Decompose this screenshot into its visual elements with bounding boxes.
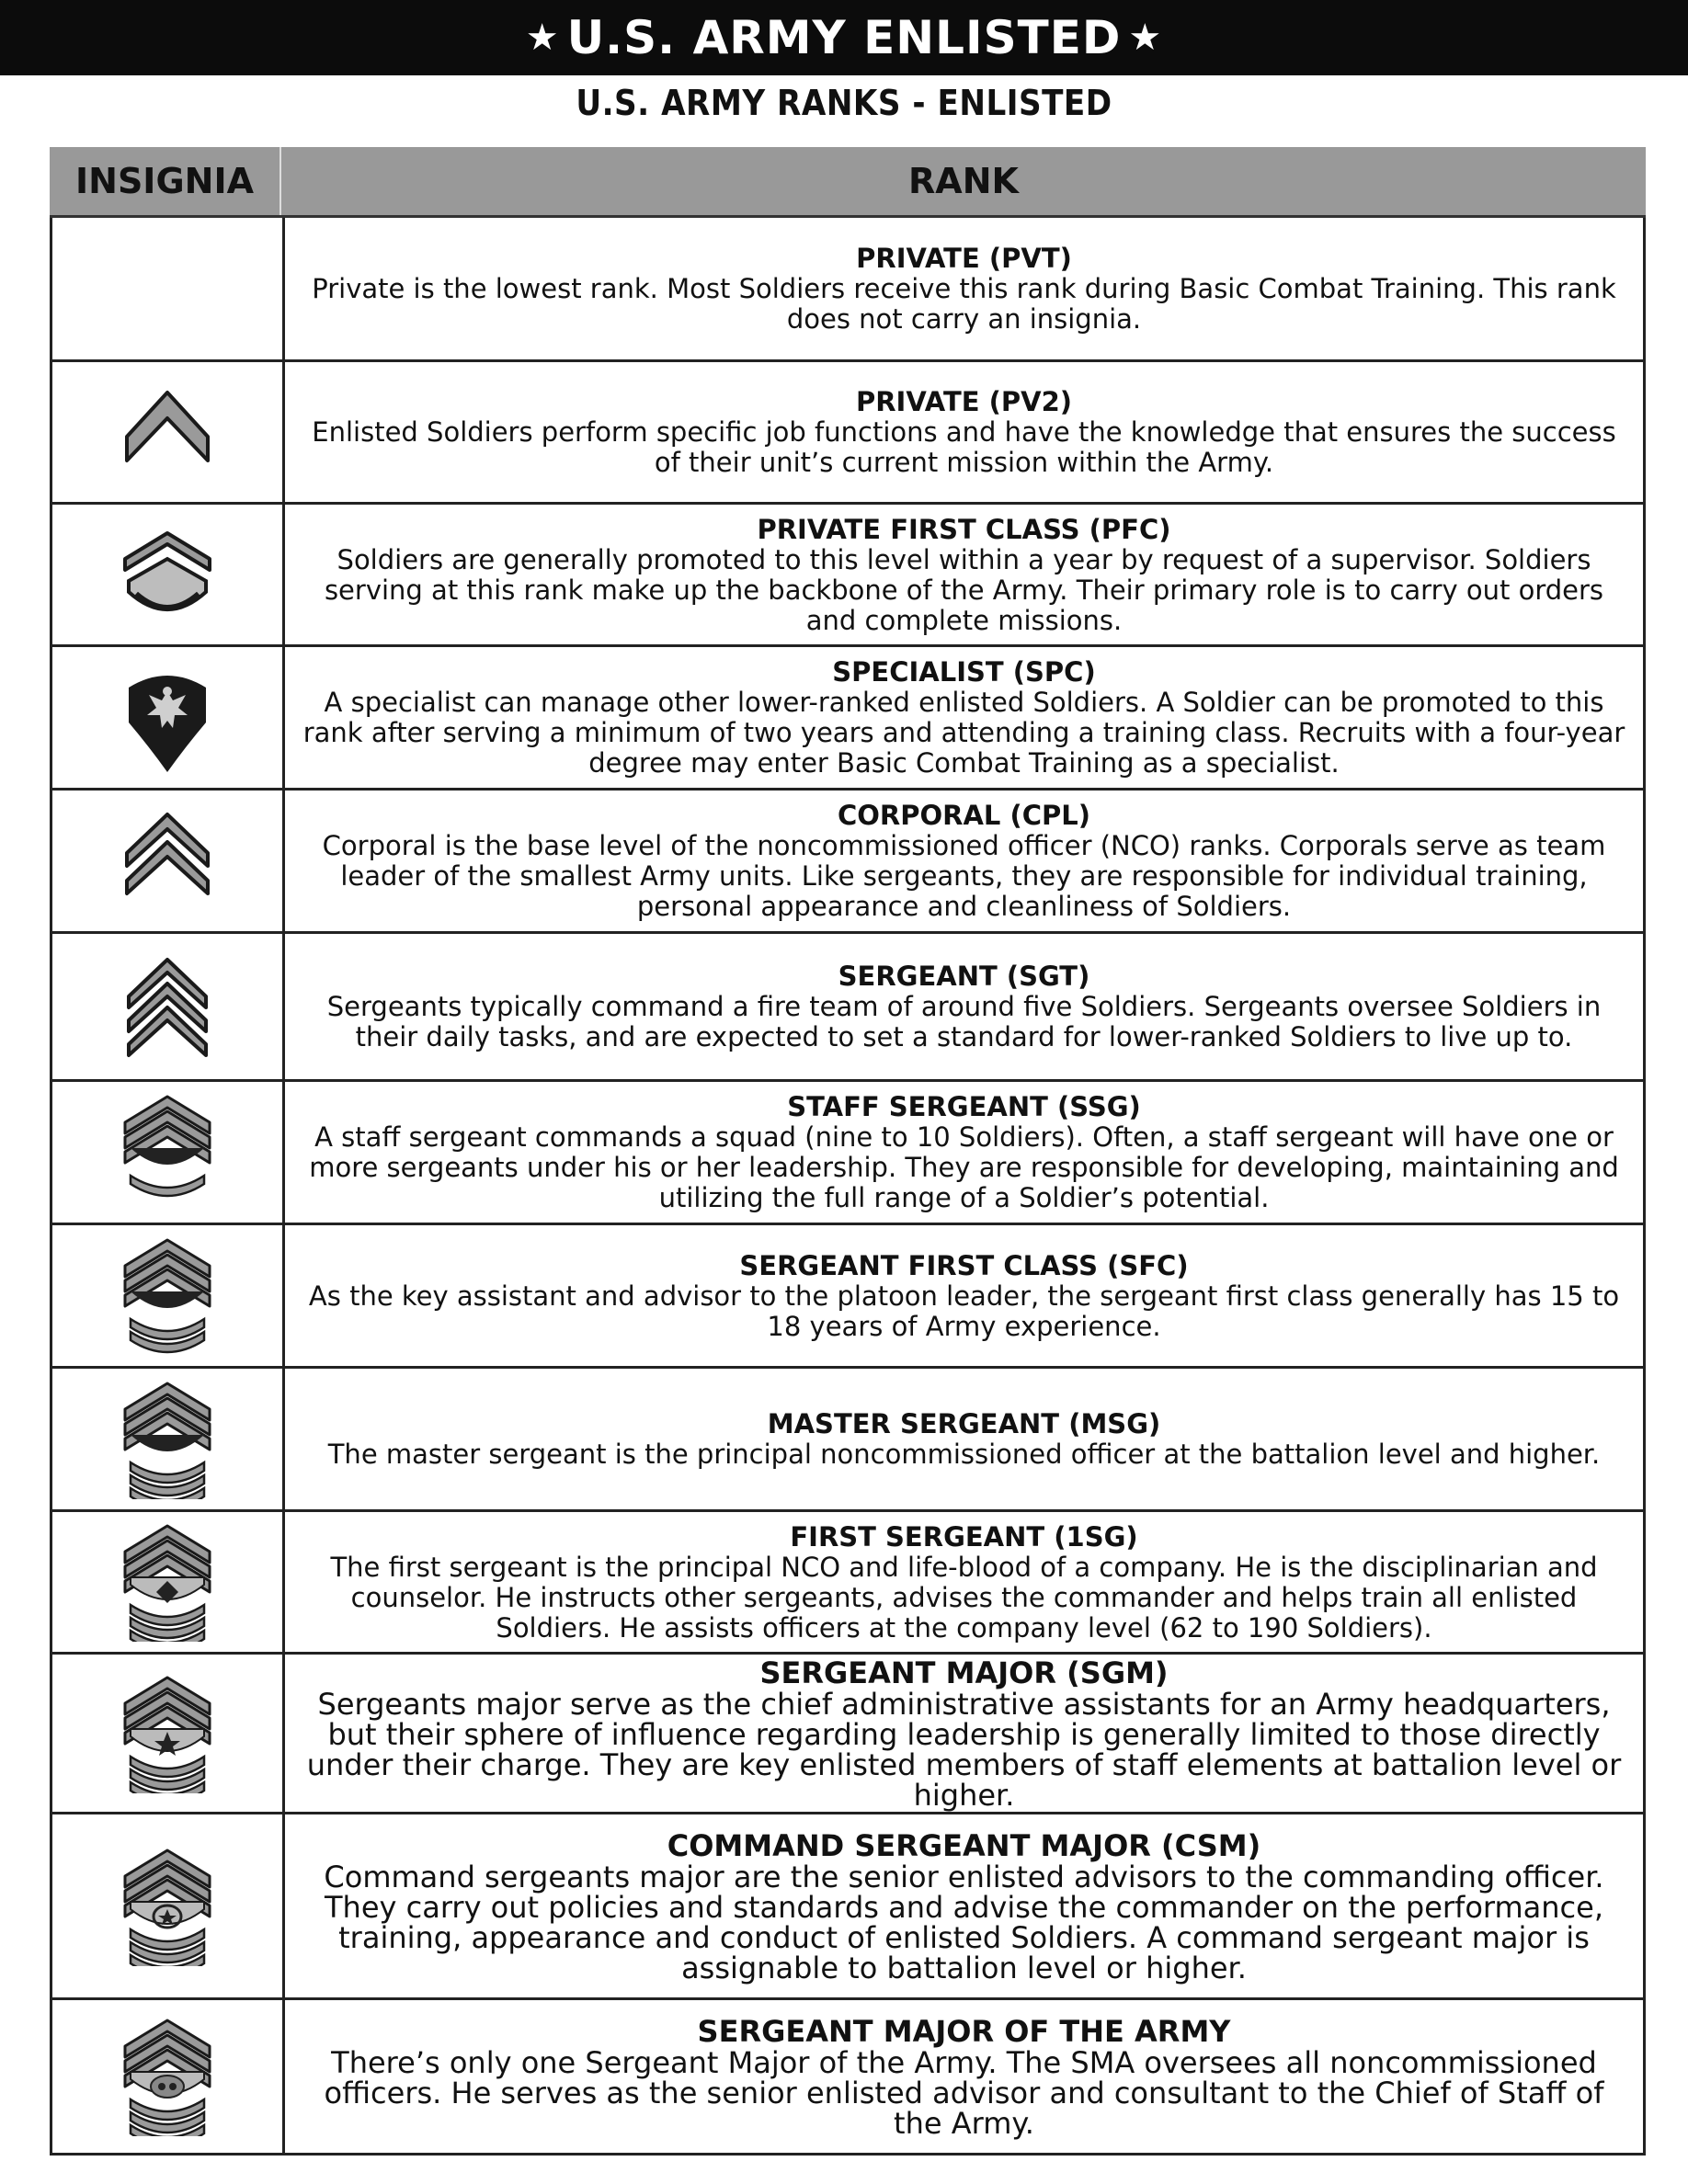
table-row [52,2000,1643,2156]
rank-description: Soldiers are generally promoted to this level within a year by request of a supervisor. Soldiers serving at this rank make up the backbone of the Army. Their primary role is to carry out orders and complete missions. [324,543,1604,636]
three-chevrons-three-rockers-icon [112,1380,222,1499]
table-header [50,147,1646,218]
rank-cell [285,647,1643,788]
insignia-cell [52,1225,285,1366]
rank-cell [285,934,1643,1079]
rank-name: FIRST SERGEANT (1SG) [790,1520,1138,1553]
table-row [52,1512,1643,1655]
rank-description: A staff sergeant commands a squad (nine to 10 Soldiers). Often, a staff sergeant will have one or more sergeants under his or her leadership. They are responsible for developing, maintaining and utilizing the full range of a Soldier’s potential. [309,1121,1619,1213]
rank-cell [285,218,1643,359]
rank-cell [285,1655,1643,1812]
table-row [52,934,1643,1082]
table-row [52,218,1643,362]
rank-name: PRIVATE (PVT) [856,243,1072,274]
three-chevrons-one-rocker-icon [112,1093,222,1212]
rank-cell [285,1225,1643,1366]
rank-name: SERGEANT MAJOR OF THE ARMY [697,2013,1231,2049]
two-chevrons-icon [112,802,222,921]
star-icon: ★ [1128,17,1163,59]
rank-description: Sergeants major serve as the chief administrative assistants for an Army headquarters, but their sphere of influence regarding leadership is generally limited to those directly under their charge. They are key enlisted members of staff elements at battalion level or higher. [306,1686,1622,1813]
rank-cell [285,1369,1643,1509]
table-row [52,1814,1643,2000]
three-chevrons-icon [112,947,222,1066]
table-row [52,505,1643,647]
rank-column-header: RANK [908,161,1019,201]
eagle-shield-icon [112,658,222,778]
one-chevron-icon [112,372,222,492]
insignia-cell [52,2000,285,2153]
star-icon: ★ [525,17,560,59]
rank-name: CORPORAL (CPL) [837,800,1091,831]
insignia-cell [52,1512,285,1652]
table-row [52,647,1643,791]
rank-description: Corporal is the base level of the noncommissioned officer (NCO) ranks. Corporals serve as team leader of the smallest Army units. Like sergeants, they are responsible for individual training, personal appearance and cleanliness of Soldiers. [322,830,1606,922]
insignia-cell [52,1369,285,1509]
rank-name: SERGEANT (SGT) [838,961,1090,992]
rank-cell [285,1082,1643,1223]
table-row [52,362,1643,505]
rank-description: Enlisted Soldiers perform specific job functions and have the knowledge that ensures the success of their unit’s current mission within the Army. [312,416,1616,478]
banner-title: U.S. ARMY ENLISTED [566,11,1122,64]
rank-name: SERGEANT FIRST CLASS (SFC) [739,1249,1189,1281]
insignia-column-header: INSIGNIA [50,147,281,215]
insignia-cell [52,791,285,931]
insignia-cell [52,647,285,788]
insignia-cell [52,1814,285,1997]
insignia-cell [52,934,285,1079]
table-row [52,1369,1643,1512]
rank-cell [285,362,1643,502]
rank-cell [285,2000,1643,2153]
rank-name: PRIVATE (PV2) [855,386,1073,417]
rank-cell [285,505,1643,644]
rank-name: SPECIALIST (SPC) [832,656,1096,688]
chevron-rocker-icon [112,515,222,634]
rank-description: Sergeants typically command a fire team of around five Soldiers. Sergeants oversee Soldiers in their daily tasks, and are expected to set a standard for lower-ranked Soldiers to live up to. [326,991,1602,1052]
table-row [52,1082,1643,1225]
rank-description: The master sergeant is the principal noncommissioned officer at the battalion level and higher. [327,1439,1601,1470]
rank-description: A specialist can manage other lower-ranked enlisted Soldiers. A Soldier can be promoted to this rank after serving a minimum of two years and attending a training class. Recruits with a four-year degree may enter Basic Combat Training as a specialist. [302,687,1625,779]
table-body [50,218,1646,2156]
sergeant-major-of-the-army-icon [112,2017,222,2136]
rank-name: SERGEANT MAJOR (SGM) [759,1655,1169,1690]
rank-description: There’s only one Sergeant Major of the Army. The SMA oversees all noncommissioned officers. He serves as the senior enlisted advisor and consultant to the Chief of Staff of the Army. [324,2044,1604,2141]
table-row [52,1225,1643,1369]
rank-name: STAFF SERGEANT (SSG) [787,1091,1141,1122]
rank-description: Private is the lowest rank. Most Soldiers receive this rank during Basic Combat Training. This rank does not carry an insignia. [312,273,1616,335]
rank-description: Command sergeants major are the senior enlisted advisors to the commanding officer. They carry out policies and standards and advise the commander on the performance, training, appearance and conduct of enlisted Soldiers. A command sergeant major is assignable to battalion level or higher. [324,1859,1604,1985]
page-subtitle: U.S. ARMY RANKS - ENLISTED [576,83,1112,123]
insignia-cell [52,1082,285,1223]
table-row [52,1655,1643,1814]
three-chevrons-two-rockers-icon [112,1236,222,1356]
insignia-cell [52,505,285,644]
rank-cell [285,791,1643,931]
page-banner [0,0,1688,75]
rank-cell [285,1814,1643,1997]
sergeant-major-star-icon [112,1674,222,1793]
table-row [52,791,1643,934]
insignia-cell [52,1655,285,1812]
rank-name: PRIVATE FIRST CLASS (PFC) [757,513,1171,545]
rank-description: As the key assistant and advisor to the platoon leader, the sergeant first class generally has 15 to 18 years of Army experience. [308,1280,1620,1342]
insignia-cell [52,218,285,359]
rank-name: COMMAND SERGEANT MAJOR (CSM) [667,1827,1261,1863]
insignia-cell [52,362,285,502]
rank-name: MASTER SERGEANT (MSG) [767,1408,1161,1439]
ranks-table [50,147,1646,2156]
command-sergeant-major-wreath-icon [112,1847,222,1966]
first-sergeant-diamond-icon [112,1522,222,1642]
rank-description: The first sergeant is the principal NCO and life-blood of a company. He is the disciplinarian and counselor. He instructs other sergeants, advises the commander and helps train all enlisted Soldiers. He assists officers at the company level (62 to 190 Soldiers). [330,1551,1598,1644]
rank-cell [285,1512,1643,1652]
